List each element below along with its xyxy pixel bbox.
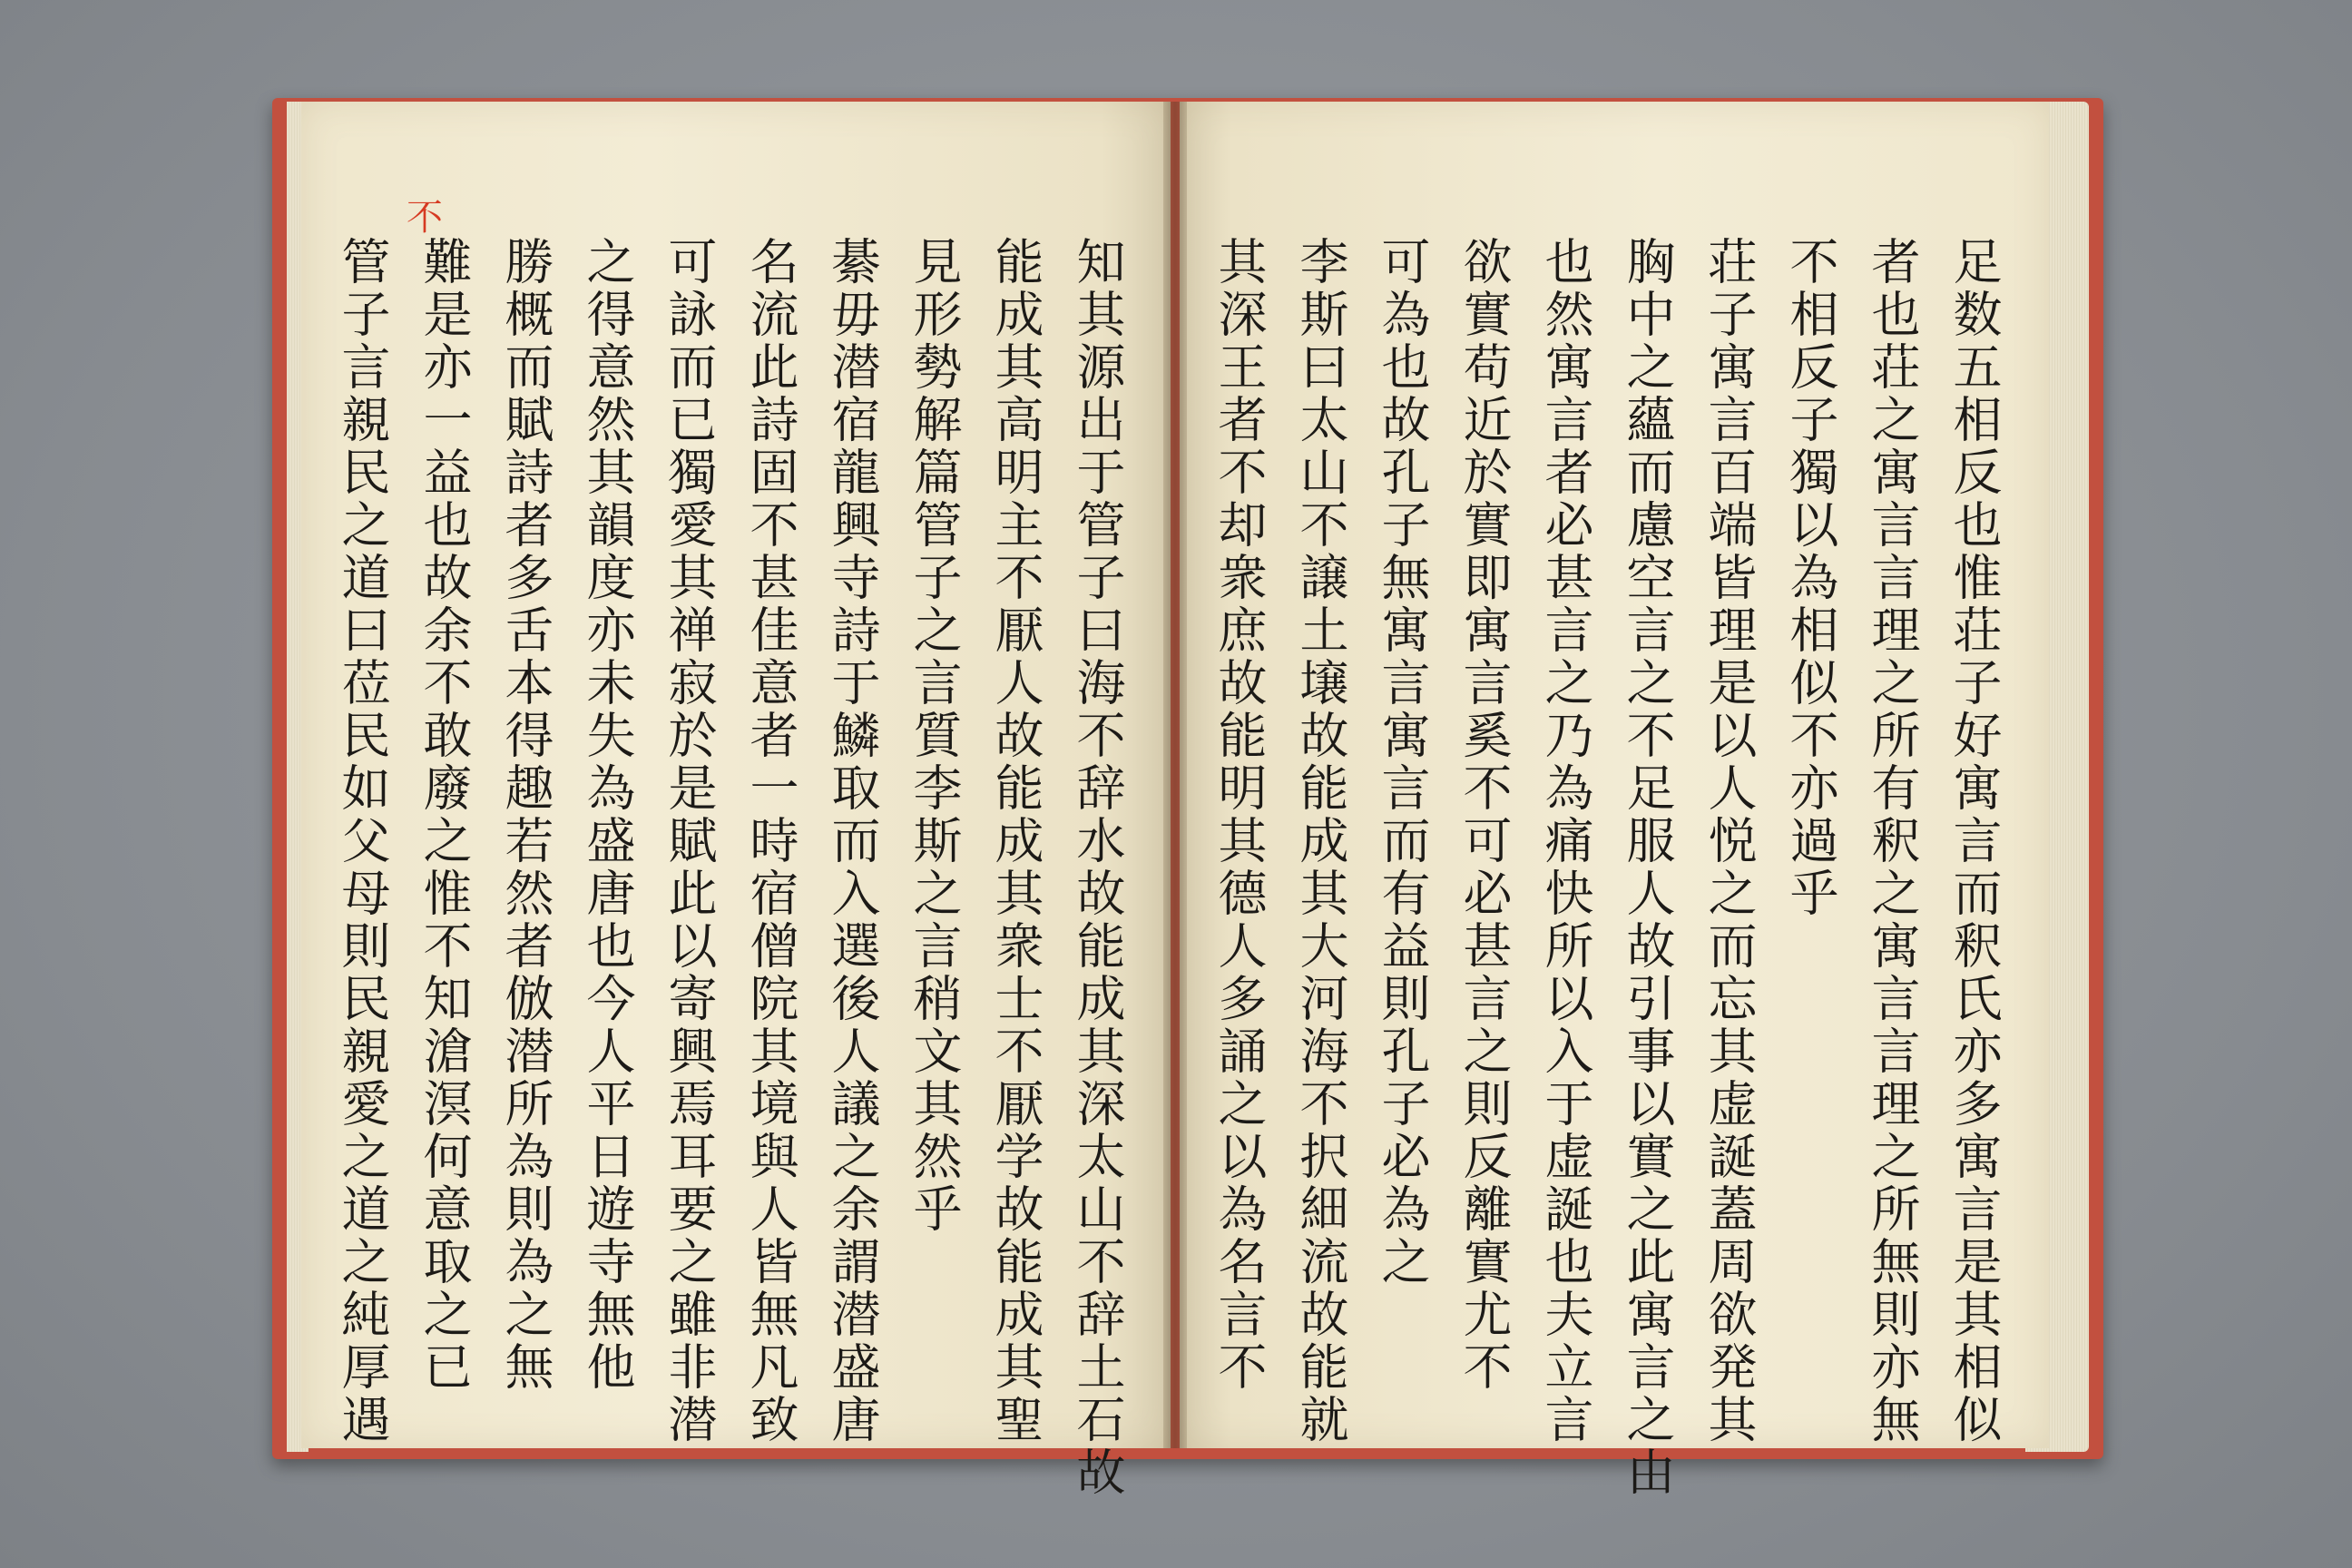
text-column: 可為也故孔子無寓言寓言而有益則孔子必為之 <box>1374 236 1431 1289</box>
right-page <box>1180 102 2049 1499</box>
book-gutter <box>1163 102 1187 1448</box>
right-page-text <box>1196 102 2013 1499</box>
text-column: 也然寓言者必甚言之乃為痛快所以入于虚誕也夫立言 <box>1537 236 1594 1446</box>
red-annotation: 不 <box>407 197 443 239</box>
text-column: 李斯曰太山不譲土壌故能成其大河海不択細流故能就 <box>1292 236 1349 1446</box>
text-column: 欲實苟近於實即寓言奚不可必甚言之則反離實尤不 <box>1455 236 1513 1394</box>
text-column: 勝概而賦詩者多舌本得趣若然者倣潜所為則為之無 <box>497 236 554 1394</box>
text-column: 可詠而已獨愛其禅寂於是賦此以寄興焉耳要之雖非潜 <box>661 236 718 1446</box>
text-column: 管子言親民之道曰莅民如父母則民親愛之道之純厚遇 <box>334 236 391 1446</box>
text-column: 胸中之蘊而慮空言之不足服人故引事以實之此寓言之由 <box>1619 236 1676 1499</box>
text-column: 名流此詩固不甚佳意者一時宿僧院其境與人皆無凡致 <box>742 236 799 1446</box>
text-column: 荘子寓言百端皆理是以人悦之而忘其虚誕蓋周欲発其 <box>1700 236 1758 1446</box>
text-column: 足数五相反也惟荘子好寓言而釈氏亦多寓言是其相似 <box>1945 236 2003 1446</box>
text-column: 能成其高明主不厭人故能成其衆士不厭学故能成其聖 <box>987 236 1044 1446</box>
text-column: 不相反子獨以為相似不亦過乎 <box>1782 236 1839 920</box>
text-column: 之得意然其韻度亦未失為盛唐也今人平日遊寺無他 <box>579 236 636 1394</box>
text-column: 知其源出于管子曰海不辞水故能成其深太山不辞土石故 <box>1069 236 1126 1499</box>
text-column: 者也荘之寓言言理之所有釈之寓言言理之所無則亦無 <box>1864 236 1921 1446</box>
text-column: 其深王者不却衆庶故能明其德人多誦之以為名言不 <box>1210 236 1268 1394</box>
text-column: 見形勢解篇管子之言質李斯之言稍文其然乎 <box>906 236 963 1236</box>
left-page-text <box>321 102 1138 1499</box>
text-column: 難是亦一益也故余不敢廢之惟不知滄溟何意取之已 <box>416 236 473 1394</box>
left-page <box>301 102 1171 1499</box>
text-column: 綦毋潜宿龍興寺詩于鱗取而入選後人議之余謂潜盛唐 <box>824 236 881 1446</box>
